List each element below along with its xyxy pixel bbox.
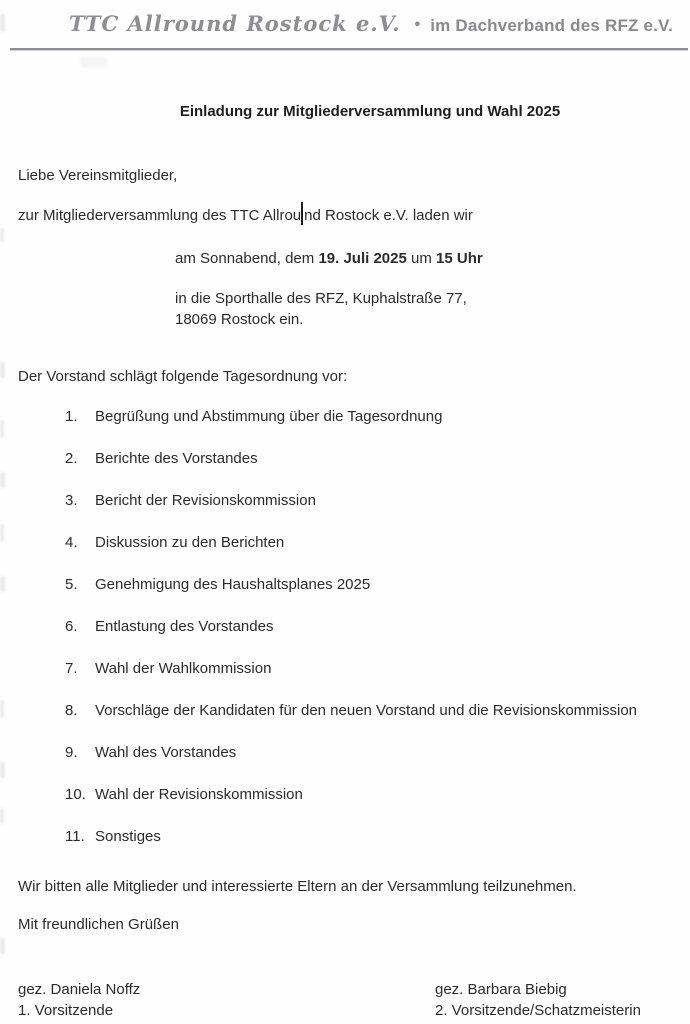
agenda-list	[65, 406, 662, 868]
scan-artifact	[0, 14, 5, 32]
signature-left-role: 1. Vorsitzende	[18, 1002, 114, 1019]
agenda-item-number: 5.	[65, 576, 78, 593]
agenda-item-number: 4.	[65, 534, 78, 551]
scan-artifact	[0, 524, 4, 542]
scan-artifact	[0, 228, 4, 242]
agenda-item[interactable]	[65, 574, 662, 595]
affiliation-text[interactable]: im Dachverband des RFZ e.V.	[430, 16, 674, 35]
agenda-item-text: Wahl der Revisionskommission	[95, 786, 303, 803]
agenda-item[interactable]	[65, 616, 662, 637]
agenda-item-text: Berichte des Vorstandes	[95, 450, 258, 467]
agenda-item-text: Genehmigung des Haushaltsplanes 2025	[95, 576, 371, 593]
agenda-item[interactable]	[65, 448, 662, 469]
signature-right-role: 2. Vorsitzende/Schatzmeisterin	[435, 1002, 641, 1019]
agenda-item-text: Diskussion zu den Berichten	[95, 534, 285, 551]
date-mid: um	[406, 250, 437, 267]
event-location-line1[interactable]: in die Sporthalle des RFZ, Kuphalstraße 77,	[175, 290, 467, 307]
scan-artifact	[0, 420, 4, 438]
event-time: 15 Uhr	[436, 250, 483, 267]
event-date-line[interactable]	[175, 248, 483, 269]
text-cursor-caret	[301, 202, 303, 225]
scan-artifact	[80, 56, 108, 68]
scan-artifact	[0, 472, 5, 488]
agenda-item-number: 6.	[65, 618, 78, 635]
agenda-item-text: Sonstiges	[95, 828, 161, 845]
club-name[interactable]: TTC Allround Rostock e.V.	[68, 11, 401, 36]
salutation[interactable]: Liebe Vereinsmitglieder,	[18, 167, 178, 184]
intro-line[interactable]	[18, 202, 473, 226]
agenda-item-number: 10.	[65, 786, 86, 803]
agenda-item[interactable]	[65, 490, 662, 511]
agenda-item[interactable]	[65, 700, 662, 721]
agenda-item-number: 9.	[65, 744, 78, 761]
closing-greeting[interactable]: Mit freundlichen Grüßen	[18, 916, 179, 933]
closing-request[interactable]: Wir bitten alle Mitglieder und interessierte Eltern an der Versammlung teilzunehmen.	[18, 878, 577, 895]
signature-right[interactable]	[435, 979, 641, 1021]
intro-part2: nd Rostock e.V. laden wir	[304, 207, 473, 224]
document-title[interactable]: Einladung zur Mitgliederversammlung und Wahl 2025	[179, 103, 561, 120]
date-prefix: am Sonnabend, dem	[175, 250, 319, 267]
letterhead-divider	[10, 48, 688, 51]
scan-artifact	[0, 700, 4, 718]
scan-artifact	[0, 808, 4, 824]
signature-left-name: gez. Daniela Noffz	[18, 981, 141, 998]
scan-artifact	[0, 938, 5, 954]
letterhead-bullet-icon: •	[414, 16, 421, 33]
agenda-item-text: Vorschläge der Kandidaten für den neuen Vorstand und die Revisionskommission	[95, 702, 638, 719]
agenda-item-text: Begrüßung und Abstimmung über die Tagesordnung	[95, 408, 443, 425]
event-location-line2[interactable]: 18069 Rostock ein.	[175, 311, 304, 328]
agenda-item[interactable]	[65, 826, 662, 847]
signature-right-name: gez. Barbara Biebig	[435, 981, 567, 998]
agenda-item[interactable]	[65, 532, 662, 553]
agenda-item-number: 2.	[65, 450, 78, 467]
scan-artifact	[0, 762, 5, 778]
agenda-item[interactable]	[65, 406, 662, 427]
scan-artifact	[0, 576, 5, 592]
signature-left[interactable]	[18, 979, 140, 1021]
agenda-item-number: 1.	[65, 408, 78, 425]
agenda-item-number: 7.	[65, 660, 78, 677]
intro-part1: zur Mitgliederversammlung des TTC Allrou	[18, 207, 302, 224]
agenda-intro[interactable]: Der Vorstand schlägt folgende Tagesordnung vor:	[18, 368, 348, 385]
agenda-item[interactable]	[65, 742, 662, 763]
letterhead	[0, 11, 690, 36]
scan-artifact	[0, 362, 5, 378]
agenda-item-text: Bericht der Revisionskommission	[95, 492, 316, 509]
agenda-item-text: Wahl des Vorstandes	[95, 744, 237, 761]
agenda-item-number: 3.	[65, 492, 78, 509]
agenda-item-text: Entlastung des Vorstandes	[95, 618, 274, 635]
agenda-item-number: 11.	[65, 828, 85, 845]
agenda-item-number: 8.	[65, 702, 78, 719]
event-date: 19. Juli 2025	[318, 250, 407, 267]
agenda-item-text: Wahl der Wahlkommission	[95, 660, 272, 677]
agenda-item[interactable]	[65, 658, 662, 679]
agenda-item[interactable]	[65, 784, 662, 805]
